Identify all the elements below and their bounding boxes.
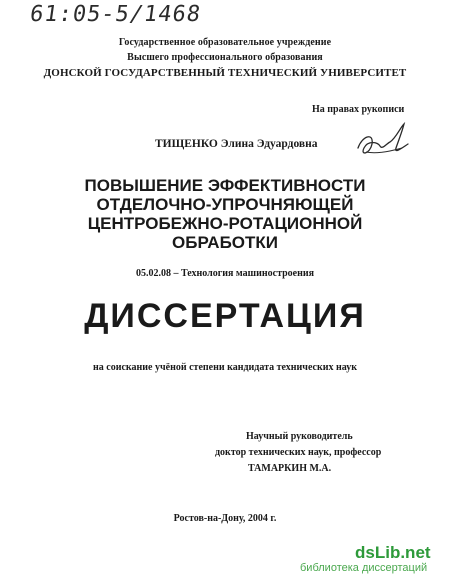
dissertation-title — [0, 176, 450, 252]
author-name: ТИЩЕНКО Элина Эдуардовна — [155, 138, 318, 150]
title-line: ОБРАБОТКИ — [172, 233, 278, 252]
degree-line: на соискание учёной степени кандидата технических наук — [93, 362, 357, 373]
city-year: Ростов-на-Дону, 2004 г. — [173, 513, 277, 524]
institution-line-2: Высшего профессионального образования — [127, 52, 323, 63]
specialty: 05.02.08 – Технология машиностроения — [135, 268, 315, 279]
supervisor-title: доктор технических наук, профессор — [215, 447, 382, 458]
title-line: ЦЕНТРОБЕЖНО-РОТАЦИОННОЙ — [87, 214, 363, 233]
watermark-logo[interactable]: dsLib.net — [355, 543, 431, 562]
document-type-heading: ДИССЕРТАЦИЯ — [84, 297, 366, 335]
watermark-subtitle: библиотека диссертаций — [300, 562, 428, 574]
university-name: ДОНСКОЙ ГОСУДАРСТВЕННЫЙ ТЕХНИЧЕСКИЙ УНИВЕРСИТЕТ — [43, 67, 407, 79]
archive-stamp: 61:05-5/1468 — [28, 2, 203, 27]
rights-note: На правах рукописи — [312, 104, 405, 115]
title-line: ОТДЕЛОЧНО-УПРОЧНЯЮЩЕЙ — [96, 195, 354, 214]
supervisor-label: Научный руководитель — [246, 431, 353, 442]
supervisor-name: ТАМАРКИН М.А. — [248, 463, 332, 474]
signature-image — [352, 118, 412, 166]
institution-line-1: Государственное образовательное учреждение — [118, 37, 332, 48]
title-line: ПОВЫШЕНИЕ ЭФФЕКТИВНОСТИ — [84, 176, 366, 195]
